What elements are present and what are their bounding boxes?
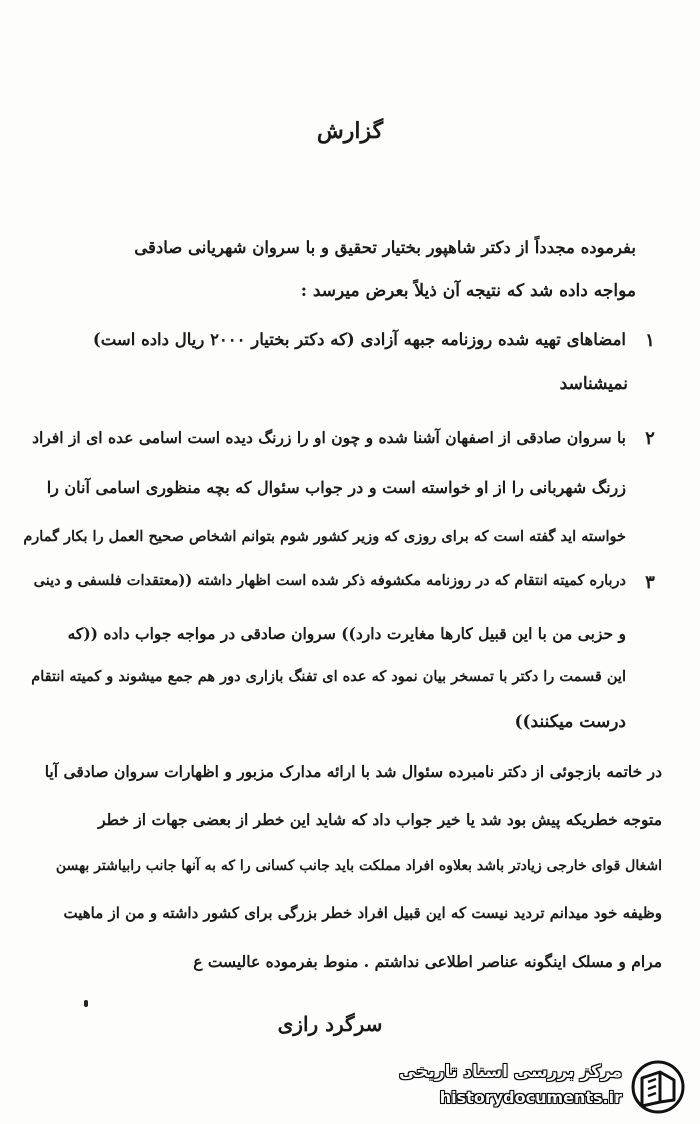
item-line: امضاهای تهیه شده روزنامه جبهه آزادی (که دکتر بختیار ۲۰۰۰ ریال داده است) [92,330,626,349]
intro-line: بفرموده مجدداً از دکتر شاهپور بختیار تحقیق و با سروان شهریانی صادقی [134,238,636,257]
item-line: این قسمت را دکتر با تمسخر بیان نمود که عده ای تفنگ بازاری دور هم جمع میشوند و کمیته انتقام [31,668,626,685]
closing-line: اشغال قوای خارجی زیادتر باشد بعلاوه افراد مملکت باید جانب کسانی را که به آنها جانب رابیاشتر بهسن [55,858,662,874]
watermark-text-en: historydocuments.ir [439,1088,622,1107]
archive-book-icon [630,1060,686,1114]
closing-line: در خاتمه بازجوئی از دکتر نامبرده سئوال شد با ارائه مدارک مزبور و اظهارات سروان صادقی آیا [44,762,662,781]
item-line: درباره کمیته انتقام که در روزنامه مکشوفه ذکر شده است اظهار داشته ((معتقدات فلسفی و دینی [33,572,626,589]
watermark [396,1058,686,1116]
document-title: گزارش [316,118,384,144]
item-line: درست میکنند)) [514,712,626,732]
closing-line: وظیفه خود میدانم تردید نیست که این قبیل افراد خطر بزرگی برای کشور داشته و من از ماهیت [63,904,662,922]
item-line: با سروان صادقی از اصفهان آشنا شده و چون او را زرنگ دیده است اسامی عده ای از افراد [32,428,626,447]
watermark-text-fa: مرکز بررسی اسناد تاریخی [399,1062,622,1082]
ink-mark [84,1000,88,1007]
item-line: خواسته اید گفته است که برای روزی که وزیر کشور شوم بتوانم اشخاص صحیح العمل را بکار گمارم [23,528,626,545]
item-line: و حزبی من با این قبیل کارها مغایرت دارد)) سروان صادقی در مواجه جواب داده ((که [67,624,626,643]
closing-line: متوجه خطریکه پیش بود شد یا خیر جواب داد که شاید این خطر از بعضی جهات از خطر [98,810,662,829]
item-line: نمیشناسد [559,374,628,394]
item-number: ۱ [645,330,655,351]
item-number: ۲ [645,428,655,449]
item-line: زرنگ شهربانی را از او خواسته است و در جواب سئوال که بچه منظوری اسامی آنان را [46,478,626,497]
intro-line: مواجه داده شد که نتیجه آن ذیلاً بعرض میرسد : [300,281,636,301]
signature: سرگرد رازی [277,1012,383,1036]
item-number: ۳ [645,572,655,593]
closing-line: مرام و مسلک اینگونه عناصر اطلاعی نداشتم . منوط بفرموده عالیست ع [193,952,662,971]
